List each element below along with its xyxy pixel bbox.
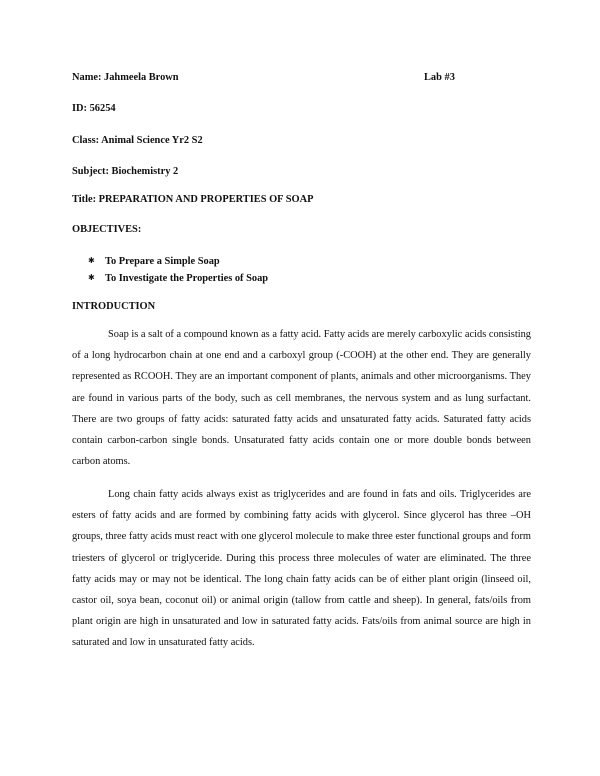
- title-line: Title: PREPARATION AND PROPERTIES OF SOAP: [72, 194, 314, 205]
- subject-line: Subject: Biochemistry 2: [72, 166, 179, 177]
- student-id: ID: 56254: [72, 103, 116, 114]
- introduction-heading: INTRODUCTION: [72, 301, 156, 312]
- asterisk-bullet-icon: ✱: [88, 256, 95, 265]
- objectives-list: [88, 253, 268, 287]
- student-name: Name: Jahmeela Brown: [72, 72, 179, 83]
- objectives-heading: OBJECTIVES:: [72, 224, 142, 235]
- objective-text: To Prepare a Simple Soap: [105, 256, 220, 267]
- list-item: [88, 253, 268, 270]
- objective-text: To Investigate the Properties of Soap: [105, 273, 269, 284]
- asterisk-bullet-icon: ✱: [88, 273, 95, 282]
- intro-paragraph-1: Soap is a salt of a compound known as a fatty acid. Fatty acids are merely carboxylic acids consisting of a long hydrocarbon chain at one end and a carboxyl group (-COOH) at the other end. They are generally represented as RCOOH. They are an important component of plants, animals and other microorganisms. They are found in various parts of the body, such as cell membranes, the nervous system and as lung surfactant. There are two groups of fatty acids: saturated fatty acids and unsaturated fatty acids. Saturated fatty acids contain carbon-carbon single bonds. Unsaturated fatty acids contain one or more double bonds between carbon atoms.: [72, 329, 531, 468]
- list-item: [88, 270, 268, 287]
- class-line: Class: Animal Science Yr2 S2: [72, 135, 203, 146]
- lab-number: Lab #3: [424, 72, 455, 83]
- intro-paragraph-2: Long chain fatty acids always exist as triglycerides and are found in fats and oils. Triglycerides are esters of fatty acids and are formed by combining fatty acids with glycerol. Since glycerol has three –OH groups, three fatty acids must react with one glycerol molecule to make three ester functional groups and form triesters of glycerol or triglyceride. During this process three molecules of water are eliminated. The three fatty acids may or may not be identical. The long chain fatty acids can be of either plant origin (linseed oil, castor oil, soya bean, coconut oil) or animal origin (tallow from cattle and sheep). In general, fats/oils from plant origin are high in unsaturated and low in saturated fatty acids. Fats/oils from animal source are high in saturated and low in unsaturated fatty acids.: [72, 489, 531, 649]
